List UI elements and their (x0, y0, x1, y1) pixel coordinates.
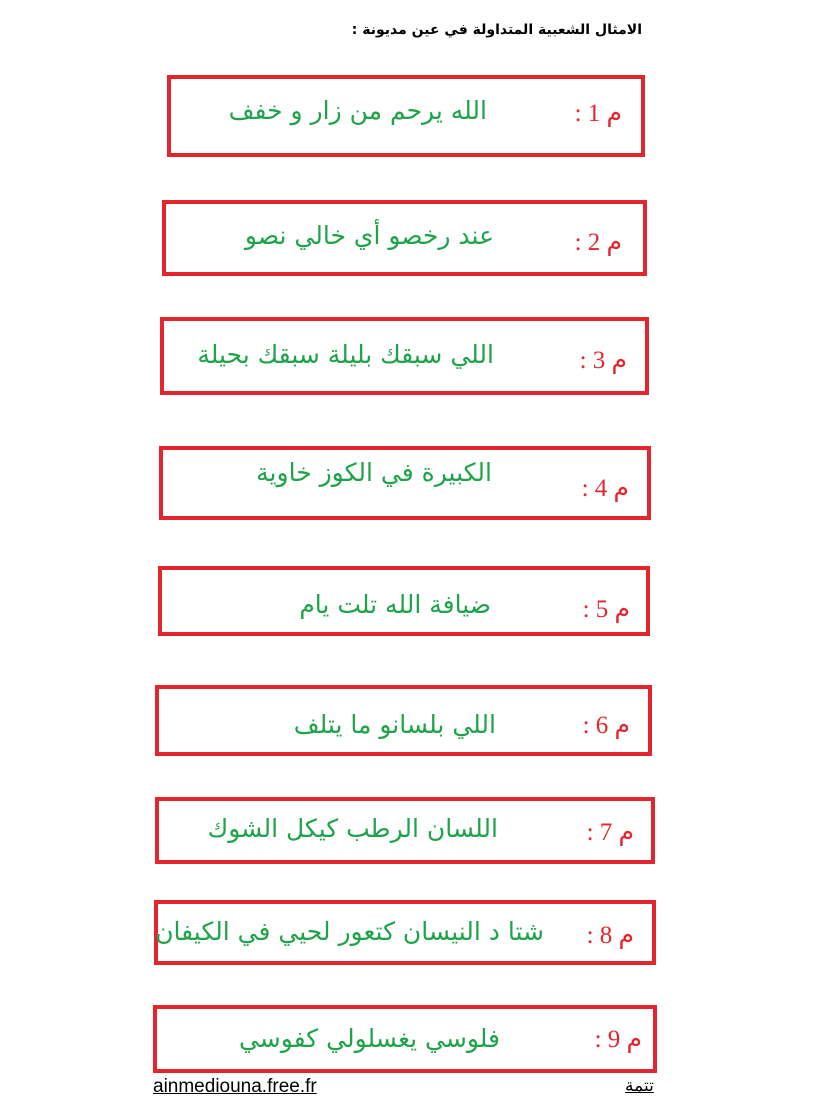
proverb-text-8: شتا د النيسان كتعور لحيي في الكيفان (155, 917, 544, 946)
proverb-label-7: م 7 : (586, 819, 634, 846)
proverb-label-1: م 1 : (574, 100, 622, 127)
proverb-text-9: فلوسي يغسلولي كفوسي (238, 1024, 500, 1053)
footer-continued-link[interactable]: تتمة (625, 1076, 654, 1096)
proverb-label-9: م 9 : (594, 1026, 642, 1053)
proverb-text-3: اللي سبقك بليلة سبقك بحيلة (197, 340, 494, 369)
footer-site-link[interactable]: ainmediouna.free.fr (153, 1076, 317, 1097)
proverb-label-6: م 6 : (582, 712, 630, 739)
proverb-label-2: م 2 : (574, 229, 622, 256)
proverb-text-2: عند رخصو أي خالي نصو (244, 221, 494, 250)
proverb-label-5: م 5 : (582, 596, 630, 623)
proverb-label-8: م 8 : (586, 922, 634, 949)
proverb-text-5: ضيافة الله تلت يام (299, 590, 491, 619)
proverb-label-4: م 4 : (581, 475, 629, 502)
document-title: الامثال الشعبية المتداولة في عين مديونة : (351, 22, 642, 38)
proverb-text-7: اللسان الرطب كيكل الشوك (207, 814, 498, 843)
proverb-text-1: الله يرحم من زار و خفف (228, 96, 487, 125)
proverb-text-6: اللي بلسانو ما يتلف (293, 710, 496, 739)
proverb-label-3: م 3 : (579, 347, 627, 374)
proverb-text-4: الكبيرة في الكوز خاوية (256, 458, 492, 487)
